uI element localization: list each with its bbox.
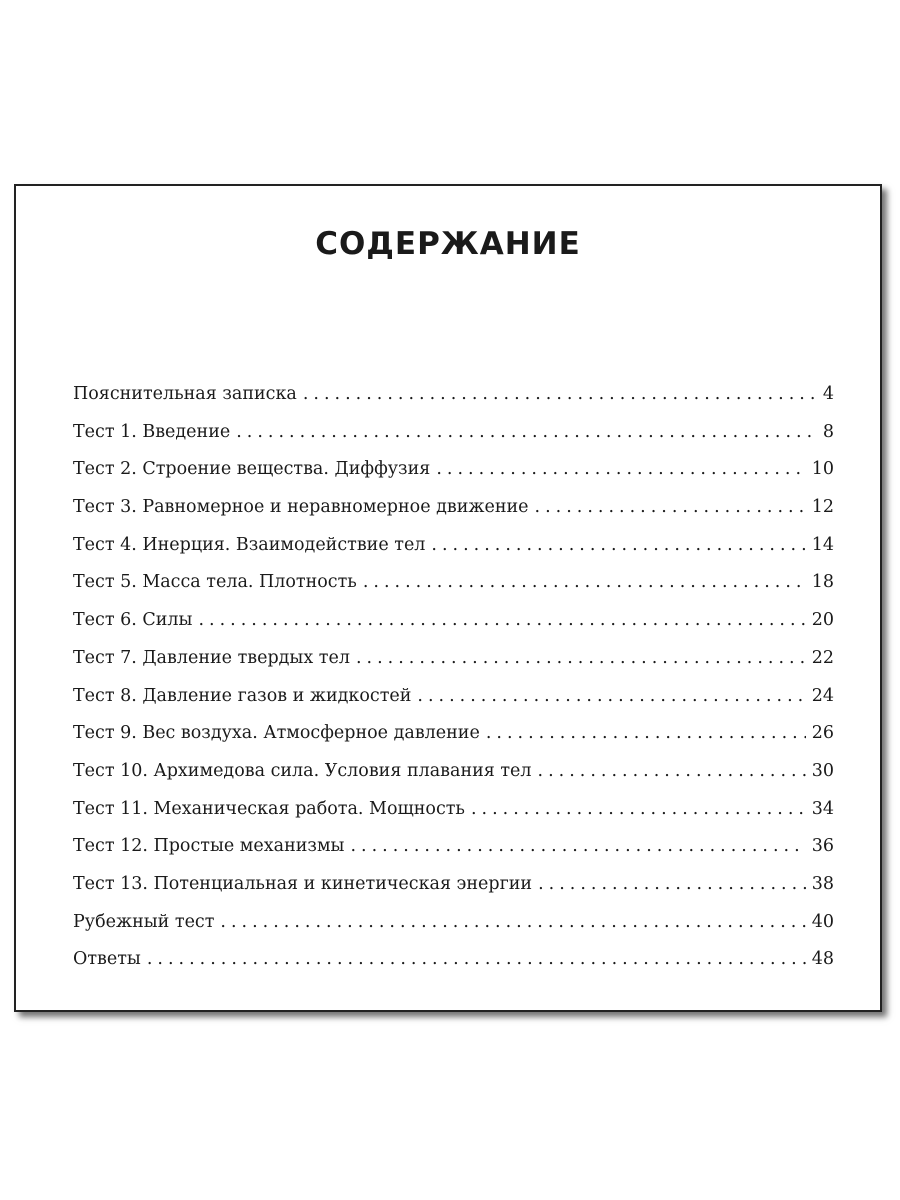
dot-leader	[198, 610, 805, 630]
dot-leader	[147, 949, 806, 969]
toc-entry	[73, 648, 834, 686]
toc-entry-page: 40	[811, 911, 834, 932]
dot-leader	[538, 874, 806, 894]
toc-entry	[73, 912, 834, 950]
toc-entry-label: Тест 3. Равномерное и неравномерное движение	[73, 497, 529, 518]
toc-entry-label: Тест 7. Давление твердых тел	[73, 647, 350, 668]
dot-leader	[363, 572, 806, 592]
toc-entry	[73, 799, 834, 837]
toc-entry-page: 18	[811, 572, 834, 593]
toc-entry-label: Тест 13. Потенциальная и кинетическая энергии	[73, 873, 533, 894]
table-of-contents	[73, 384, 834, 987]
toc-entry	[73, 422, 834, 460]
document-page	[14, 184, 882, 1012]
toc-entry	[73, 723, 834, 761]
dot-leader	[350, 836, 805, 856]
dot-leader	[436, 459, 805, 479]
toc-entry-label: Ответы	[73, 949, 141, 970]
toc-entry-label: Тест 12. Простые механизмы	[73, 836, 345, 857]
dot-leader	[471, 799, 806, 819]
toc-entry-page: 12	[811, 497, 834, 518]
toc-entry-label: Тест 8. Давление газов и жидкостей	[73, 685, 412, 706]
toc-entry-label: Рубежный тест	[73, 911, 215, 932]
toc-entry	[73, 874, 834, 912]
toc-entry	[73, 949, 834, 987]
toc-entry-label: Тест 10. Архимедова сила. Условия плавания тел	[73, 760, 532, 781]
toc-entry-page: 30	[811, 760, 834, 781]
dot-leader	[220, 912, 805, 932]
dot-leader	[417, 686, 805, 706]
toc-entry	[73, 686, 834, 724]
toc-entry	[73, 761, 834, 799]
toc-entry-label: Тест 2. Строение вещества. Диффузия	[73, 459, 431, 480]
dot-leader	[303, 384, 817, 404]
toc-entry-label: Тест 5. Масса тела. Плотность	[73, 572, 357, 593]
toc-entry-label: Тест 4. Инерция. Взаимодействие тел	[73, 534, 426, 555]
toc-entry-page: 34	[811, 798, 834, 819]
toc-entry-label: Тест 11. Механическая работа. Мощность	[73, 798, 465, 819]
toc-entry	[73, 535, 834, 573]
toc-entry-page: 48	[811, 949, 834, 970]
toc-entry-label: Тест 9. Вес воздуха. Атмосферное давление	[73, 723, 480, 744]
toc-entry-page: 22	[811, 647, 834, 668]
toc-entry	[73, 459, 834, 497]
page-title: СОДЕРЖАНИЕ	[315, 226, 581, 262]
toc-entry	[73, 384, 834, 422]
toc-entry-page: 24	[811, 685, 834, 706]
toc-entry-label: Тест 6. Силы	[73, 610, 193, 631]
toc-entry-label: Пояснительная записка	[73, 384, 297, 404]
toc-entry-page: 10	[811, 459, 834, 480]
toc-entry-page: 8	[822, 421, 834, 442]
dot-leader	[538, 761, 806, 781]
toc-entry-page: 26	[811, 723, 834, 744]
toc-entry-page: 36	[811, 836, 834, 857]
dot-leader	[431, 535, 805, 555]
toc-entry	[73, 610, 834, 648]
toc-entry	[73, 572, 834, 610]
toc-entry-page: 20	[811, 610, 834, 631]
toc-entry	[73, 836, 834, 874]
toc-entry-page: 4	[822, 384, 834, 404]
toc-entry-label: Тест 1. Введение	[73, 421, 231, 442]
dot-leader	[486, 723, 806, 743]
toc-entry-page: 38	[811, 873, 834, 894]
toc-entry-page: 14	[811, 534, 834, 555]
dot-leader	[236, 422, 817, 442]
dot-leader	[356, 648, 806, 668]
toc-entry	[73, 497, 834, 535]
dot-leader	[535, 497, 806, 517]
